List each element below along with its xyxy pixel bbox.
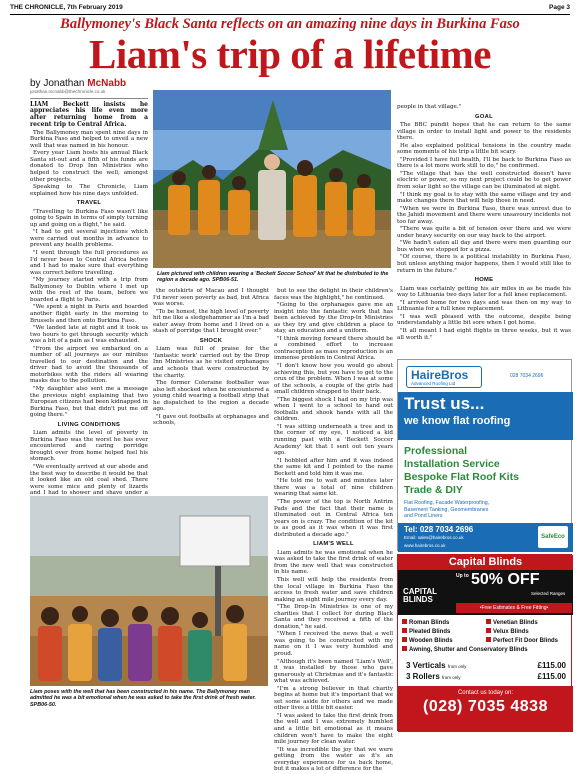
discount-label: 50% OFF	[471, 571, 540, 588]
hairebros-services: Professional Installation Service Bespoke Flat Roof Kits Trade & DIY	[404, 445, 519, 496]
column-1: by Jonathan McNabb jonathan.mcnabb@thechronicle.co.uk LIAM Beckett insists he appreciates his life even more after returning home from a recent trip to Central Africa. The Ballymoney man spent nine days in Burkina Faso and helped to unveil a new well that was named in his honour. Every year Liam hosts his annual Black Santa sit-out and a fifth of his funds are donated to Drop Inn Ministries who helped to construct the well, amongst other projects. Speaking to The Chronicle, Liam explained how his nine days unfolded. TRAVEL "Travelling to Burkina Faso wasn't like going to Spain in terms of simply turning up and going on a flight," he said. "I had to get several injections which were carried out months in advance to prevent any health problems. "I went through the full procedures as I'd never been to Central Africa before and I had to make sure that everything was correct before travelling. "My journey started with a trip from Ballymoney to Dublin where I met up with the rest of the team, before we boarded a flight to Paris. "We spent a night in Paris and boarded another flight early in the morning to Brussels and then onto Burkina Faso. "We landed late at night and it took us two hours to get through security which was a bit of a pain as I was exhausted. "From the airport we embarked on a number of all journeys as our minibus travelled to our destination and the driver had to avoid the thousands of motorbikes with the riders all wearing masks due to the pollution. "My daughter also sent me a message the previous night explaining that two European citizens had been kidnapped in Burkina Faso, but that didn't put me off going there." LIVING CONDITIONS Liam admits the level of poverty in Burkina Faso was the worst he has ever encountered and caring porridge brought over from home helped fuel his stomach. "We eventually arrived at our abode and the best way to describe it would be that it looked like an old coal shed. There were some mice and plenty of lizards and I had to shower and shave under a	[30, 78, 148, 497]
hairebros-list: Flat Roofing, Facade Waterproofing, Basement Tanking, Geomembranes and Pond Liners	[404, 500, 490, 519]
subhead-goal: GOAL	[475, 113, 493, 120]
lead-paragraph: LIAM Beckett insists he appreciates his life even more after returning home from a recent trip to Central Africa.	[30, 100, 148, 128]
page-number: Page 3	[549, 4, 570, 11]
capital-blinds-phone: (028) 7035 4838	[423, 698, 548, 715]
column-4: people in that village." GOAL The BBC pundit hopes that he can return to the same village in order to install light and power to the residents there. He also explained political tensions in the country made some moments of his trip a little bit scary. "Provided I have full health, I'll be back to Burkina Faso as there is a lot more work still to do," he confirmed. "The village that has the well constructed doesn't have electric or power, so my next project could be to get power from solar light so the village can be illuminated at night. "I think my goal is to stay with the same village and try and make changes there that will help those in need. "When we were in Burkina Faso, there was unrest due to the Jahidi movement and there were unsavoury incidents not too far away. "There was quite a bit of tension over there and we were under heavy security on our way back to the airport. "We hadn't eaten all day and there were men guarding our bus when we stopped for a pizza. "Of course, there is a political instability in Burkina Faso, but unless anything major happens, then I would still like to return in the future." HOME Liam was certainly getting his air miles in as he made his way to Lithuania two days later for a full knee replacement. "I arrived home for two days and was then on my way to Lithuania for a full knee replacement. "I was well pleased with the outcome, despite being understandably a little bit sore when I got home. "It all meant I had eight flights in three weeks, but it was all worth it."	[397, 104, 571, 341]
capital-blinds-logo: CAPITAL BLINDS	[403, 587, 437, 604]
column-2: the outskirts of Macau and I thought I'd never seen poverty as bad, but Africa was worse. "To be honest, the high level of poverty hit me like a sledgehammer as I'm a bad eater away from home and I lived on a stash of porridge that I brought over." SHOCK Liam was full of praise for the 'fantastic work' carried out by the Drop Inn Ministries as he visited orphanages and schools that were constructed by the charity. The former Coleraine footballer was also left shocked when he encountered a young child wearing a football strip that he dispatched to the region a decade ago. "I gave out footballs at orphanages and schools,	[153, 288, 269, 427]
hairebros-phone-top: 028 7034 2696	[510, 373, 544, 379]
byline: by Jonathan McNabb	[30, 78, 127, 89]
photo-well	[30, 496, 268, 686]
hairebros-contact: Tel: 028 7034 2696 Email: sales@hairebros.co.uk www.hairebros.co.uk SafeEco	[398, 523, 573, 552]
subhead-travel: TRAVEL	[76, 200, 102, 207]
subhead-living: LIVING CONDITIONS	[57, 421, 121, 428]
blinds-prices: 3 Verticals from only £115.00 3 Rollers from only £115.00	[406, 661, 566, 681]
caption-photo-1: Liam pictured with children wearing a 'Beckett Soccer School' kit that he distributed to the region a decade ago. SPB06-51.	[157, 271, 389, 284]
page-header	[10, 4, 570, 14]
column-3: but to see the delight in their children's faces was the highlight," he continued. "Going to the orphanages gave me an insight into the fantastic work that has been achieved by the Drop-In Ministries as they try and give children a place to stay, an education and a uniform. "I think moving forward there should be a combined effort to increase contraception as mass reproduction is an immense problem in Central Africa. "I don't know how you would go about achieving this, but you have to get to the crux of the problem. When I was at some of the schools, a couple of the girls had small children strapped to their back. "The biggest shock I had on my trip was when I went to a school to hand out footballs and shook hands with all the children. "I was sitting underneath a tree and in the corner of my eye, I noticed a kid running past with a 'Beckett Soccer Academy' kit that I sent out ten years ago. "I hobbled after him and it was indeed the same kit and I pointed to the name Beckett and told him it was me. "He told me to wait and minutes later there was a total of nine children wearing that same kit. "The power of the top is North Antrim Pads and the fact that their name is illuminated out in Central Africa ten years on is crazy. The condition of the kit is as good as it was when it was first distributed a decade ago." LIAM'S WELL Liam admits he was emotional when he was asked to take the first drink of water from the new well that was constructed in his name. This well will help the residents from the local village in Burkina Faso the access to fresh water and save children making an eight mile journey every day. "The Drop-In Ministries is one of my charities that I collect for during Black Santa and they received a fifth of the donation," he said. "When I received the news that a well was going to be constructed with my name on it I was very humbled and proud. "Although it's been named 'Liam's Well', it was installed by those who gave generously at Christmas and it's fantastic what was achieved. "I'm a strong believer in that charity begins at home but it's important that we set some aside for others and we made other lives a little bit easier. "I was asked to take the first drink from the well and I was extremely humbled and a little bit emotional as it means children won't have to make the eight mile journey for clean water. "It was incredible the joy that we were getting from the water as it's an everyday experience for us back home, but it makes a lot of difference for the	[274, 288, 393, 773]
photo-children-kits	[153, 90, 391, 268]
hairebros-logo: HaireBros Advanced Roofing Ltd	[406, 366, 482, 388]
capital-blinds-contact: Contact us today on: (028) 7035 4838	[398, 686, 573, 732]
subhead-well: LIAM'S WELL	[313, 541, 354, 548]
byline-email: jonathan.mcnabb@thechronicle.co.uk	[30, 89, 148, 99]
blinds-list: Roman Blinds Venetian Blinds Pleated Blinds Velux Blinds Wooden Blinds Perfect Fit Door Blinds Awning, Shutter and Conservatory Blinds	[402, 619, 570, 655]
safeeco-badge: SafeEco	[538, 526, 568, 548]
hairebros-banner: Trust us... we know flat roofing	[398, 392, 573, 440]
ad-capital-blinds[interactable]: Capital Blinds CAPITAL BLINDS Up to 50% OFF Selected Ranges •Free Estimates & Free Fitting• Roman Blinds Venetian Blinds Pleated Blinds Velux Blinds Wooden Blinds Perfect Fit Door Blinds Awning, Shutter and Conservatory Blinds 3 Verticals from only £115.00 3 Rollers from only £115.00 Contact us today on: (028) 7035 4838	[397, 554, 572, 731]
headline: Liam's trip of a lifetime	[89, 31, 491, 77]
ad-hairebros[interactable]	[397, 359, 572, 551]
subhead-shock: SHOCK	[199, 337, 223, 344]
paper-name: THE CHRONICLE, 7th February 2019	[10, 4, 123, 11]
capital-blinds-title: Capital Blinds	[398, 555, 573, 570]
kicker: Ballymoney's Black Santa reflects on an amazing nine days in Burkina Faso	[60, 16, 520, 32]
caption-photo-2: Liam poses with the well that has been constructed in his name. The Ballymoney man admitted he was a bit emotional when he was asked to take the first drink of fresh water. SPB06-50.	[30, 689, 256, 708]
subhead-home: HOME	[474, 277, 494, 284]
